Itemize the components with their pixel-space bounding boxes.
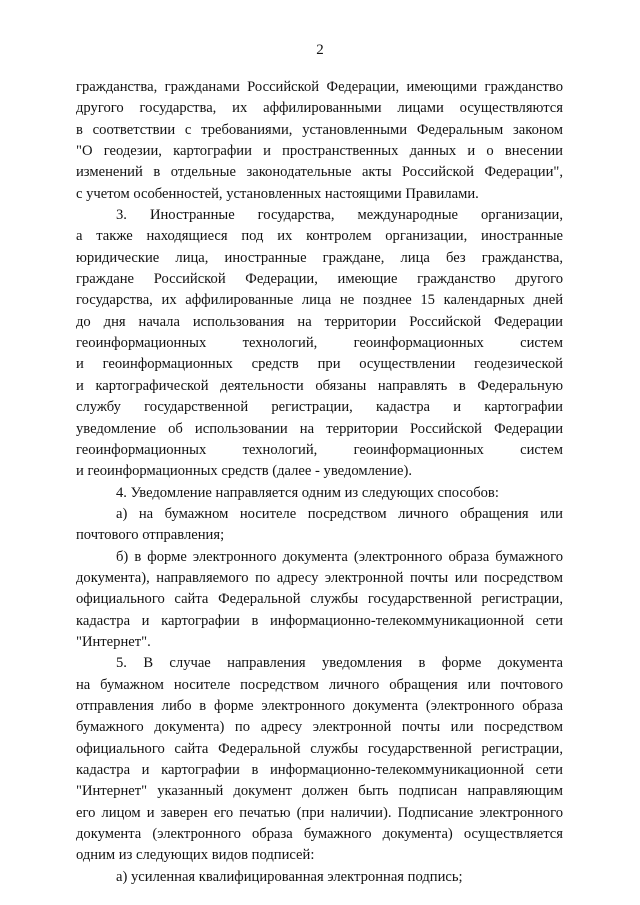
text-line: уведомление об использовании на территории Российской Федерации <box>76 420 563 437</box>
text-line: кадастра и картографии в информационно-телекоммуникационной сети <box>76 762 563 778</box>
text-line: б) в форме электронного документа (электронного образа бумажного <box>116 548 563 565</box>
text-line: отправления либо в форме электронного документа (электронного образа <box>76 697 563 714</box>
text-line: его лицом и заверен его печатью (при наличии). Подписание электронного <box>76 804 563 821</box>
page-number: 2 <box>316 42 324 58</box>
text-line: 5. В случае направления уведомления в форме документа <box>116 655 563 672</box>
text-line: документа (электронного образа бумажного документа) осуществляется <box>76 826 563 843</box>
text-line: а также находящиеся под их контролем организации, иностранные <box>76 228 563 245</box>
text-line: а) усиленная квалифицированная электронная подпись; <box>116 868 463 885</box>
text-line: геоинформационных технологий, геоинформационных систем <box>76 441 563 458</box>
document-body <box>76 77 563 888</box>
text-line: и геоинформационных средств (далее - уведомление). <box>76 463 412 480</box>
text-line: в соответствии с требованиями, установленными Федеральным законом <box>76 121 563 138</box>
text-line: кадастра и картографии в информационно-телекоммуникационной сети <box>76 612 563 629</box>
text-line: официального сайта Федеральной службы государственной регистрации, <box>76 591 563 608</box>
text-line: "Интернет". <box>76 633 151 650</box>
text-line: почтового отправления; <box>76 527 225 544</box>
text-line: бумажного документа) по адресу электронной почты или посредством <box>76 719 563 736</box>
text-line: службу государственной регистрации, кадастра и картографии <box>76 399 563 416</box>
text-line: "О геодезии, картографии и пространственных данных и о внесении <box>76 143 563 160</box>
text-line: граждане Российской Федерации, имеющие гражданство другого <box>76 271 563 288</box>
text-line: документа), направляемого по адресу электронной почты или посредством <box>76 569 563 586</box>
text-line: изменений в отдельные законодательные акты Российской Федерации", <box>76 164 563 181</box>
text-line: одним из следующих видов подписей: <box>76 847 315 864</box>
text-line: с учетом особенностей, установленных настоящими Правилами. <box>76 185 479 202</box>
text-line: юридические лица, иностранные граждане, лица без гражданства, <box>76 249 563 266</box>
text-line: а) на бумажном носителе посредством личного обращения или <box>116 505 563 522</box>
text-line: до дня начала использования на территории Российской Федерации <box>76 313 563 330</box>
text-line: государства, их аффилированные лица не позднее 15 календарных дней <box>76 292 563 309</box>
text-line: геоинформационных технологий, геоинформационных систем <box>76 335 563 352</box>
text-line: 3. Иностранные государства, международные организации, <box>116 207 563 224</box>
text-line: и картографической деятельности обязаны направлять в Федеральную <box>76 377 563 394</box>
text-line: 4. Уведомление направляется одним из следующих способов: <box>116 484 499 501</box>
text-line: другого государства, их аффилированными лицами осуществляются <box>76 100 563 117</box>
text-line: и геоинформационных средств при осуществлении геодезической <box>76 356 563 373</box>
text-line: гражданства, гражданами Российской Федерации, имеющими гражданство <box>76 79 563 95</box>
text-line: официального сайта Федеральной службы государственной регистрации, <box>76 740 563 757</box>
text-line: на бумажном носителе посредством личного обращения или почтового <box>76 676 563 693</box>
text-line: "Интернет" указанный документ должен быть подписан направляющим <box>76 783 563 800</box>
